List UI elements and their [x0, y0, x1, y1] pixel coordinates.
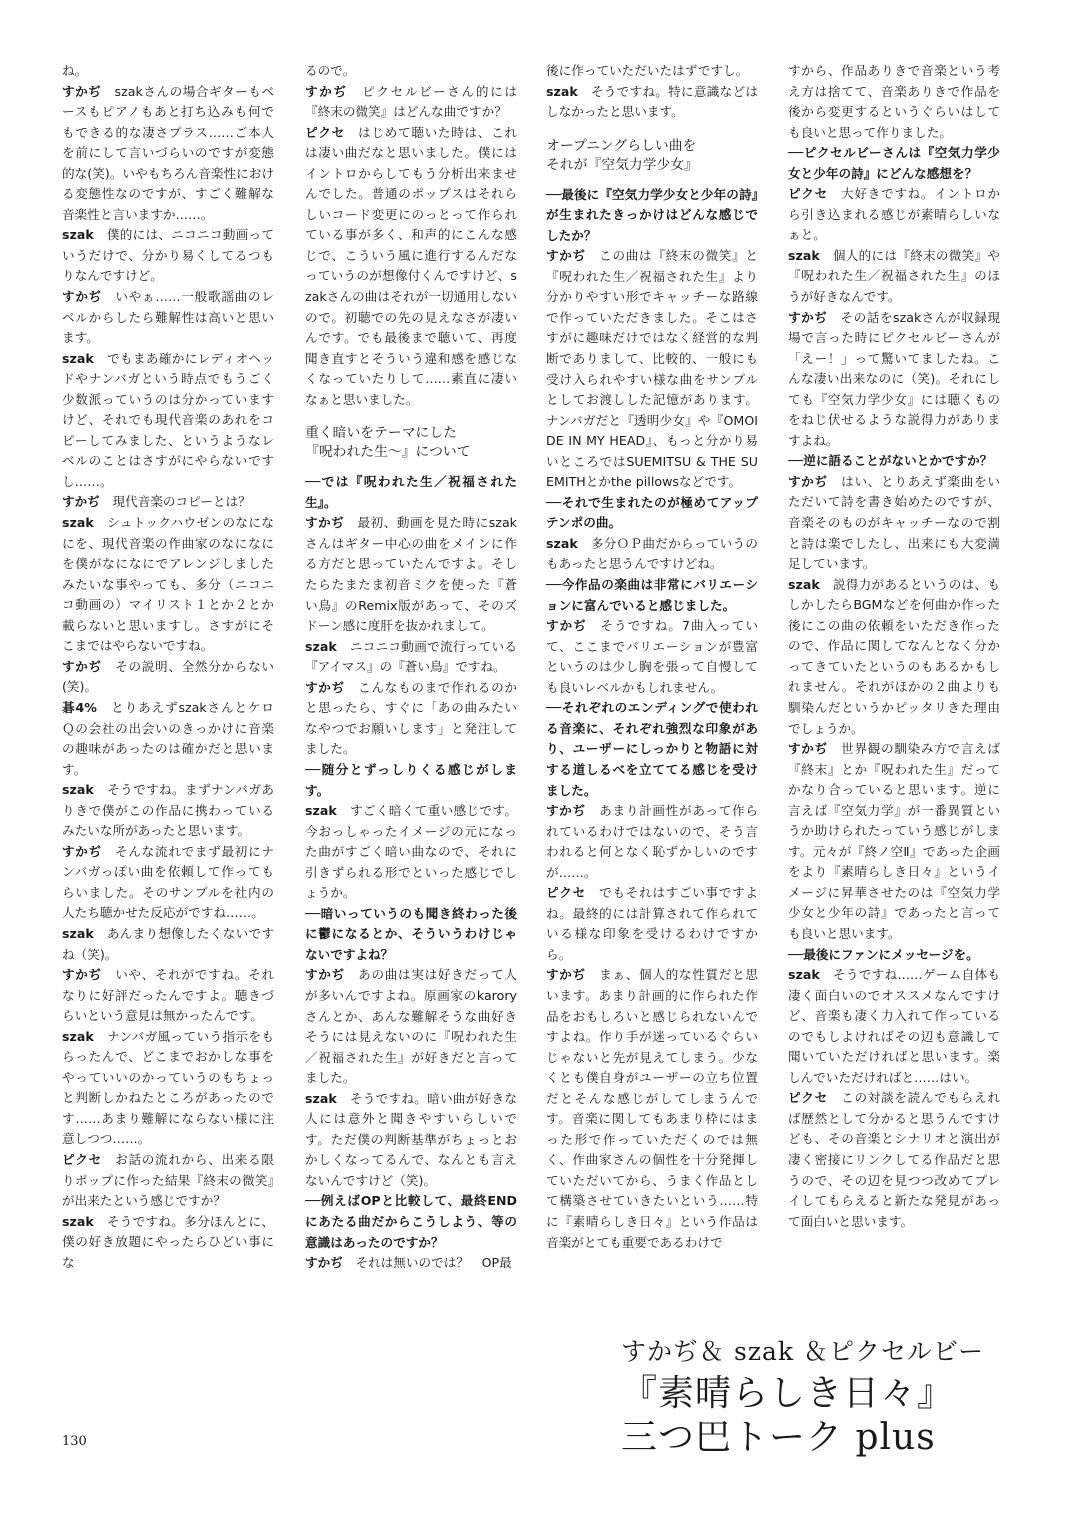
interviewer-question [546, 493, 758, 534]
speech-text: シュトックハウゼンのなになにを、現代音楽の作曲家のなになにを僕がなになにでアレンジしましたみたいな事やっても、多分（ニコニコ動画の）マイリスト１とか２とか載らないと思いますし。さすがにそこまではやらないですね。 [62, 515, 274, 654]
speech-text: 世界観の馴染み方で言えば『終末』とか『呪われた生』だってかなり合っていると思います。逆に言えば『空気力学』が一番異質というか助けられたっていう感じがします。元々が『終ノ空Ⅱ』であった企画をより『素晴らしき日々』というイメージに昇華させたのは『空気力学少女と少年の詩』であったと言っても良いと思います。 [788, 741, 1000, 941]
question-text: ──では『呪われた生／祝福された生』。 [305, 474, 517, 510]
speaker-name: szak [62, 227, 94, 243]
speech-text: この曲は『終末の微笑』と『呪われた生／祝福された生』より分かりやすい形でキャッチーな路線で作っていただきました。そこはさすがに趣味だけではなく経営的な判断でありまして、比較的、一般にも受け入られやすい様な曲をサンプルとしてお渡しした記憶があります。ナンバガだと『透明少女』や『OMOIDE IN MY HEAD』、もっと分かり易いところではSUEMITSU & THE SUEMITHとかthe pillowsなどです。 [546, 248, 758, 490]
speaker-name: すかぢ [62, 967, 102, 983]
speaker-name: すかぢ [305, 967, 345, 983]
speech-text: お話の流れから、出来る限りポップに作った結果『終末の微笑』が出来たという感じですか？ [62, 1151, 274, 1209]
speaker-name: ピクセ [788, 186, 828, 202]
speech-text: そうですね……ゲーム自体も凄く面白いのでオススメなんですけど、音楽も凄く力入れて作っているのでもしよければその辺も意識して聞いていただければと思います。楽しんでいただければと……はい。 [788, 967, 1000, 1085]
speaker-name: szak [62, 782, 94, 798]
speech-text: 現代音楽のコピーとは？ [112, 494, 251, 510]
speech-text: 僕的には、ニコニコ動画っていうだけで、分かり易くしてるつもりなんですけど。 [62, 227, 274, 284]
dialogue-line [305, 123, 517, 411]
speaker-name: すかぢ [305, 679, 345, 695]
page-number: 130 [62, 1434, 87, 1449]
speech-text: すごく暗くて重い感じです。今おっしゃったイメージの元になった曲がすごく暗い曲なので、それに引きずられる形でといった感じでしょうか。 [305, 803, 517, 901]
text-column-2 [305, 61, 517, 1274]
speech-text: そんな流れでまず最初にナンバガっぽい曲を依頼して作ってもらいました。そのサンプルを社内の人たち聴かせた反応がですね……。 [62, 843, 274, 921]
dialogue-line [546, 883, 758, 965]
speaker-name: ピクセ [546, 885, 586, 901]
speaker-name: szak [62, 350, 94, 366]
speaker-name: szak [305, 803, 337, 819]
speaker-name: szak [305, 638, 337, 654]
dialogue-line [62, 1027, 274, 1150]
dialogue-line [305, 1089, 517, 1192]
title-sub: 三つ巴トーク plus [621, 1417, 936, 1458]
dialogue-line [62, 698, 274, 780]
speech-text: 後に作っていただいたはずですし。 [546, 63, 749, 78]
speech-text: すから、作品ありきで音楽という考え方は捨てて、音楽ありきで作品を後から変更するというぐらいはしても良いと思って作りました。 [788, 63, 1000, 140]
speech-text: こんなものまで作れるのかと思ったら、すぐに「あの曲みたいなやつでお願いします」と発注してました。 [305, 679, 517, 757]
speech-text: szakさんの場合ギターもベースもピアノもあと打ち込みも何でもできる的な凄さプラス……ご本人を前にして言いづらいのですが変態的な(笑)。いやもちろん音楽性における変態性なのですが、すごく難解な音楽性と言いますか……。 [62, 83, 274, 222]
dialogue-line [62, 61, 274, 82]
speaker-name: szak [62, 925, 94, 941]
dialogue-line [546, 534, 758, 575]
speaker-name: szak [62, 1213, 94, 1229]
question-text: ──最後に『空気力学少女と少年の詩』が生まれたきっかけはどんな感じでしたか？ [546, 186, 758, 243]
speech-text: そうですね。多分ほんとに、僕の好き放題にやったらひどい事にな [62, 1213, 274, 1270]
speech-text: とりあえずszakさんとケロＱの会社の出会いのきっかけに音楽の趣味があったのは確かだと思います。 [62, 699, 274, 777]
speech-text: そうですね。特に意識などはしなかったと思います。 [546, 83, 758, 120]
dialogue-line [62, 225, 274, 287]
speech-text: まぁ、個人的な性質だと思います。あまり計画的に作られた作品をおもしろいと感じられないんですよね。作り手が迷っているぐらいじゃないと先が見えてしまう。少なくとも僕自身がユーザーの立ち位置だとそんな感じがしてしまうんです。音楽に関してもあまり枠にはまった形で作っていただくのでは無く、作曲家さんの個性を十分発揮していただいてから、うまく作品として構築させていきたいという……特に『素晴らしき日々』という作品は音楽がとても重要であるわけで [546, 967, 758, 1250]
dialogue-line [788, 308, 1000, 452]
speaker-name: szak [788, 576, 820, 592]
speaker-name: すかぢ [62, 658, 102, 674]
speech-text: その説明、全然分からない(笑)。 [62, 658, 274, 695]
dialogue-line [788, 472, 1000, 575]
dialogue-line [305, 61, 517, 82]
dialogue-line [305, 965, 517, 1088]
speech-text: 個人的には『終末の微笑』や『呪われた生／祝福された生』のほうが好きなんです。 [788, 247, 1000, 305]
speaker-name: ピクセ [62, 1151, 102, 1167]
speaker-name: szak [546, 83, 578, 99]
interviewer-question [546, 575, 758, 616]
speaker-name: すかぢ [788, 473, 828, 489]
speech-text: いやぁ……一般歌謡曲のレベルからしたら難解性は高いと思います。 [62, 289, 274, 346]
dialogue-line [788, 61, 1000, 143]
title-participants: すかぢ＆ szak ＆ピクセルビー [621, 1337, 984, 1366]
dialogue-line [62, 924, 274, 965]
speech-text: 大好きですね。イントロから引き込まれる感じが素晴らしいなぁと。 [788, 186, 1000, 243]
speech-text: はじめて聴いた時は、これは凄い曲だなと思いました。僕にはイントロからしてもう分析出来ませんでした。普通のポップスはそれらしいコード変更にのっとって作られている事が多く、和声的にこんな感じで、こういう風に進行するんだなっていうのが想像付くんですけど、szakさんの曲はそれが一切通用しないので。初聴での先の見えなさが凄いんです。でも最後まで聴いて、再度聞き直すとそういう違和感を感じなくなっていたりして……素直に凄いなぁと思いました。 [305, 124, 517, 407]
dialogue-line [305, 801, 517, 904]
speech-text: 多分ＯＰ曲だからっていうのもあったと思うんですけどね。 [546, 535, 758, 572]
dialogue-line [788, 965, 1000, 1088]
dialogue-line [788, 739, 1000, 944]
speech-text: でもそれはすごい事ですよね。最終的には計算されて作られている様な印象を受けるわけですから。 [546, 885, 758, 962]
interviewer-question [305, 1191, 517, 1253]
section-heading: オープニングらしい曲を それが『空気力学少女』 [546, 137, 698, 173]
speaker-name: szak [788, 967, 820, 983]
dialogue-line [546, 616, 758, 698]
text-column-4 [788, 61, 1000, 1232]
speech-text: 最初、動画を見た時にszakさんはギター中心の曲をメインに作る方だと思っていたんですよ。そしたらたまたま初音ミクを使った『蒼い鳥』のRemix版があって、そのズドーン感に度肝を抜かれまして。 [305, 515, 517, 634]
dialogue-line [62, 287, 274, 349]
speech-text: はい、とりあえず楽曲をいただいて詩を書き始めたのですが、音楽そのものがキャッチーなので割と詩は楽でしたし、出来にも大変満足しています。 [788, 473, 1000, 572]
interviewer-question [546, 698, 758, 801]
question-text: ──それで生まれたのが極めてアップテンポの曲。 [546, 494, 758, 531]
dialogue-line [546, 801, 758, 883]
title-main: 『素晴らしき日々』 [621, 1373, 955, 1414]
question-text: ──暗いっていうのも聞き終わった後に鬱になるとか、そういうわけじゃないですよね？ [305, 905, 517, 962]
dialogue-line [62, 657, 274, 698]
article-title-block [621, 1334, 984, 1460]
dialogue-line [62, 349, 274, 493]
speaker-name: szak [62, 1028, 94, 1044]
speaker-name: すかぢ [305, 1255, 343, 1271]
dialogue-line [62, 965, 274, 1027]
dialogue-line [305, 1253, 517, 1274]
speaker-name: すかぢ [546, 248, 586, 264]
speaker-name: すかぢ [62, 83, 102, 99]
speaker-name: すかぢ [305, 515, 345, 531]
speech-text: ナンバガ風っていう指示をもらったんで、どこまでおかしな事をやっていいのかっていうのもちょっと判断しかねたところがあったのです……あまり難解にならない様に注意しつつ……。 [62, 1028, 275, 1147]
speech-text: あまり計画性があって作られているわけではないので、そう言われると何となく恥ずかしいのですが……。 [546, 803, 758, 880]
section-heading: 重く暗いをテーマにした 『呪われた生〜』について [305, 425, 471, 461]
speech-text: ピクセルビーさん的には『終末の微笑』はどんな曲ですか？ [305, 83, 518, 120]
dialogue-line [788, 184, 1000, 246]
dialogue-line [305, 637, 517, 678]
speech-text: でもまあ確かにレディオヘッドやナンバガという時点でもうごく少数派っていうのは分かっていますけど、それでも現代音楽のあれをコピーしてみました、というようなレベルのことはさすがにやらないですし……。 [62, 350, 274, 489]
dialogue-line [546, 965, 758, 1253]
dialogue-line [62, 513, 274, 657]
dialogue-line [788, 575, 1000, 739]
dialogue-line [788, 246, 1000, 308]
interviewer-question [546, 185, 758, 247]
dialogue-line [788, 1088, 1000, 1232]
question-text: ──最後にファンにメッセージを。 [788, 946, 979, 962]
speaker-name: すかぢ [546, 967, 586, 983]
speech-text: ニコニコ動画で流行っている『アイマス』の『蒼い鳥』ですね。 [305, 638, 517, 675]
dialogue-line [62, 1150, 274, 1212]
speaker-name: szak [788, 247, 820, 263]
dialogue-line [62, 1212, 274, 1274]
speech-text: この対談を読んでもらえれば歴然として分かると思うんですけども、その音楽とシナリオと演出が凄く密接にリンクしてる作品だと思うので、その辺を見つつ改めてプレイしてもらえると新たな発見があって面白いと思います。 [788, 1090, 1000, 1229]
dialogue-line [305, 513, 517, 636]
interviewer-question [788, 143, 1000, 184]
question-text: ──今作品の楽曲は非常にバリエーションに富んでいると感じました。 [546, 577, 758, 613]
question-text: ──逆に語ることがないとかですか？ [788, 453, 993, 469]
speech-text: ね。 [62, 63, 88, 78]
speaker-name: すかぢ [62, 494, 100, 510]
speech-text: それは無いのでは？ OP最 [355, 1255, 512, 1271]
speaker-name: szak [62, 515, 94, 531]
speaker-name: ピクセ [788, 1090, 828, 1106]
question-text: ──随分とずっしりくる感じがします。 [305, 761, 517, 798]
interviewer-question [305, 472, 517, 513]
speech-text: あんまり想像したくないですね（笑)。 [62, 925, 274, 962]
interviewer-question [305, 904, 517, 966]
text-column-3 [546, 61, 758, 1253]
dialogue-line [62, 492, 274, 513]
dialogue-line [305, 82, 517, 123]
speech-text: そうですね。暗い曲が好きな人には意外と聞きやすいらしいです。ただ僕の判断基準がちょっとおかしくなってるんで、なんとも言えないんですけど（笑)。 [305, 1090, 517, 1188]
dialogue-line [62, 842, 274, 924]
dialogue-line [546, 82, 758, 123]
question-text: ──それぞれのエンディングで使われる音楽に、それぞれ強烈な印象があり、ユーザーにしっかりと物語に対する道しるべを立ててる感じを受けました。 [546, 700, 758, 798]
speaker-name: すかぢ [546, 618, 587, 634]
speaker-name: すかぢ [788, 309, 828, 325]
speaker-name: szak [305, 1090, 337, 1106]
speech-text: あの曲は実は好きだって人が多いんですよね。原画家のkaroryさんとか、あんな難解そうな曲好きそうには見えないのに『呪われた生／祝福された生』が好きだと言ってました。 [305, 967, 517, 1086]
speaker-name: szak [546, 535, 578, 551]
speech-text: そうですね。まずナンバガありきで僕がこの作品に携わっているみたいな所があったと思います。 [62, 782, 275, 839]
speech-text: 説得力があるというのは、もしかしたらBGMなどを何曲か作った後にこの曲の依頼をいただき作ったので、作品に関してなんとなく分かってきていたというのもあるかもしれません。それがほかの２曲よりも馴染んだというかピッタリきた理由でしょうか。 [788, 576, 1000, 736]
speech-text: るので。 [305, 63, 356, 78]
speech-text: その話をszakさんが収録現場で言った時にピクセルビーさんが「えー！」って驚いてましたね。こんな凄い出来なのに（笑)。それにしても『空気力学少女』には聴くものをねじ伏せるような説得力がありますよね。 [788, 309, 1000, 448]
interviewer-question [788, 451, 1000, 472]
interviewer-question [305, 760, 517, 801]
speaker-name: すかぢ [546, 803, 586, 819]
interviewer-question [788, 945, 1000, 966]
dialogue-line [305, 678, 517, 760]
speaker-name: すかぢ [62, 843, 102, 859]
speaker-name: すかぢ [305, 83, 348, 99]
dialogue-line [546, 61, 758, 82]
speaker-name: すかぢ [62, 289, 103, 305]
dialogue-line [62, 82, 274, 226]
question-text: ──例えばOPと比較して、最終ENDにあたる曲だからこうしよう、等の意識はあったのですか？ [305, 1193, 517, 1250]
speech-text: いや、それがですね。それなりに好評だったんですよ。聴きづらいという意見は無かったんです。 [62, 967, 274, 1024]
text-column-1 [62, 61, 274, 1273]
speaker-name: すかぢ [788, 741, 828, 757]
dialogue-line [546, 246, 758, 493]
speaker-name: 碁4% [62, 699, 97, 715]
speech-text: そうですね。7曲入っていて、ここまでバリエーションが豊富というのは少し胸を張って自慢しても良いレベルかもしれません。 [546, 618, 758, 695]
dialogue-line [62, 780, 274, 842]
speaker-name: ピクセ [305, 124, 345, 140]
question-text: ──ピクセルビーさんは『空気力学少女と少年の詩』にどんな感想を？ [788, 145, 1000, 181]
